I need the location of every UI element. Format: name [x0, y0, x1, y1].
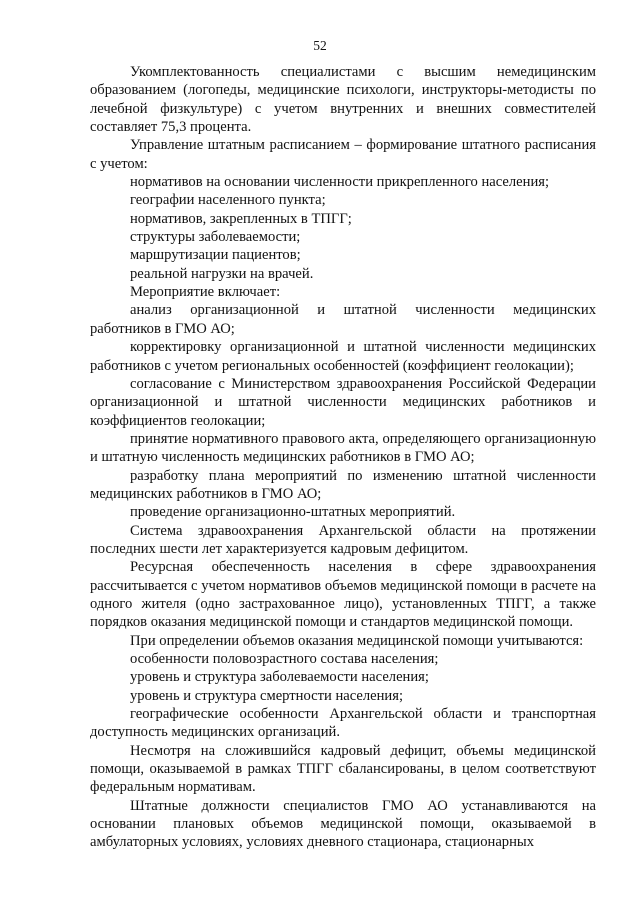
document-body	[90, 63, 596, 852]
page-number: 52	[313, 38, 327, 53]
paragraph: Система здравоохранения Архангельской области на протяжении последних шести лет характеризуется кадровым дефицитом.	[90, 522, 596, 557]
list-item: согласование с Министерством здравоохранения Российской Федерации организационной и штатной численности медицинских работников и коэффициентов геолокации;	[90, 375, 596, 429]
list-item: нормативов на основании численности прикрепленного населения;	[130, 174, 550, 191]
paragraph: Штатные должности специалистов ГМО АО устанавливаются на основании плановых объемов медицинской помощи, оказываемой в амбулаторных условиях, условиях дневного стационара, стационарных	[90, 797, 596, 851]
list-item: географические особенности Архангельской области и транспортная доступность медицинских организаций.	[90, 706, 596, 741]
list-item: маршрутизации пациентов;	[130, 247, 301, 264]
list-item: анализ организационной и штатной численности медицинских работников в ГМО АО;	[90, 302, 596, 337]
paragraph: Ресурсная обеспеченность населения в сфере здравоохранения рассчитывается с учетом нормативов объемов медицинской помощи в расчете на одного жителя (одно застрахованное лицо), установленных ТПГГ, а также порядков оказания медицинской помощи и стандартов медицинской помощи.	[90, 559, 596, 631]
list-item: корректировку организационной и штатной численности медицинских работников с учетом региональных особенностей (коэффициент геолокации);	[90, 339, 596, 374]
paragraph: Несмотря на сложившийся кадровый дефицит, объемы медицинской помощи, оказываемой в рамках ТПГГ сбалансированы, в целом соответствуют федеральным нормативам.	[90, 742, 596, 796]
paragraph: Управление штатным расписанием – формирование штатного расписания с учетом:	[90, 137, 596, 172]
list-item: принятие нормативного правового акта, определяющего организационную и штатную численность медицинских работников в ГМО АО;	[90, 430, 596, 466]
list-item: уровень и структура заболеваемости населения;	[130, 669, 429, 686]
list-item: структуры заболеваемости;	[130, 229, 301, 246]
list-item: реальной нагрузки на врачей.	[130, 265, 314, 282]
list-item: разработку плана мероприятий по изменению штатной численности медицинских работников в ГМО АО;	[90, 467, 596, 502]
list-item: географии населенного пункта;	[130, 192, 326, 209]
paragraph: Укомплектованность специалистами с высшим немедицинским образованием (логопеды, медицинские психологи, инструкторы-методисты по лечебной физкультуре) с учетом внутренних и внешних совместителей составляет 75,3 процента.	[90, 64, 596, 136]
paragraph: При определении объемов оказания медицинской помощи учитываются:	[130, 632, 584, 649]
list-item: уровень и структура смертности населения;	[130, 687, 404, 704]
paragraph: Мероприятие включает:	[130, 284, 281, 301]
list-item: особенности половозрастного состава населения;	[130, 651, 439, 667]
list-item: нормативов, закрепленных в ТПГГ;	[130, 210, 352, 227]
list-item: проведение организационно-штатных мероприятий.	[130, 504, 456, 521]
